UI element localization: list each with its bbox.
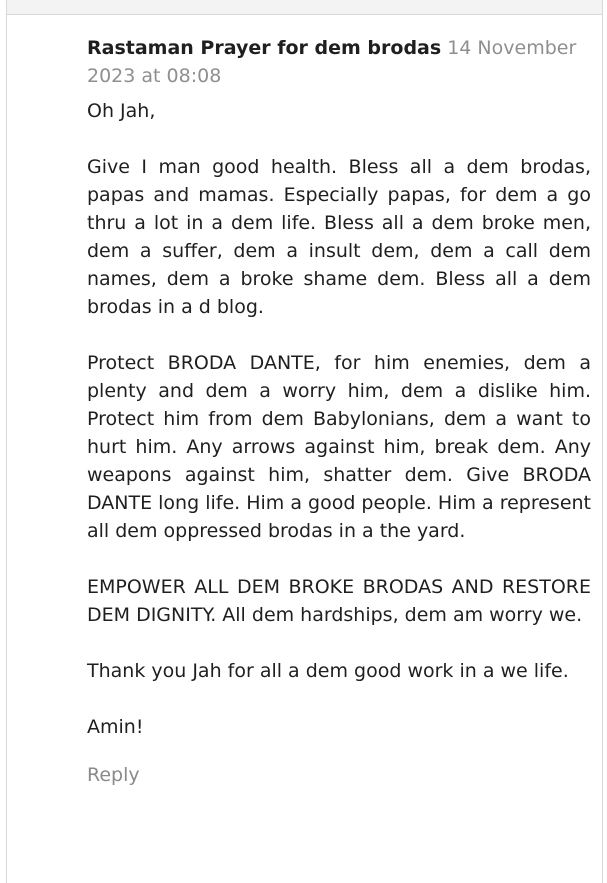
comment-meta xyxy=(87,34,591,90)
top-divider xyxy=(0,0,607,15)
comment-paragraph-6: Amin! xyxy=(87,716,144,738)
comment-author[interactable]: Rastaman Prayer for dem brodas xyxy=(87,37,442,59)
comment-card xyxy=(87,34,591,789)
left-divider xyxy=(0,0,7,883)
comment-paragraph-3: Protect BRODA DANTE, for him enemies, dem a plenty and dem a worry him, dem a dislike him. Protect him from dem Babylonians, dem a want to hurt him. Any arrows against him, break dem. Any weapons against him, shatter dem. Give BRODA DANTE long life. Him a good people. Him a represent all dem oppressed brodas in a the yard. xyxy=(87,352,592,542)
comment-paragraph-2: Give I man good health. Bless all a dem brodas, papas and mamas. Especially papas, for dem a go thru a lot in a dem life. Bless all a dem broke men, dem a suffer, dem a insult dem, dem a call dem names, dem a broke shame dem. Bless all a dem brodas in a d blog. xyxy=(87,156,591,318)
right-divider xyxy=(602,0,607,883)
comment-timestamp[interactable]: 14 November 2023 at 08:08 xyxy=(87,37,577,87)
comment-paragraph-1: Oh Jah, xyxy=(87,100,156,122)
comment-body xyxy=(87,97,591,741)
reply-link[interactable]: Reply xyxy=(87,764,140,786)
comment-paragraph-4: EMPOWER ALL DEM BROKE BRODAS AND RESTORE DEM DIGNITY. All dem hardships, dem am worry we. xyxy=(87,576,591,626)
comment-paragraph-5: Thank you Jah for all a dem good work in a we life. xyxy=(87,660,569,682)
